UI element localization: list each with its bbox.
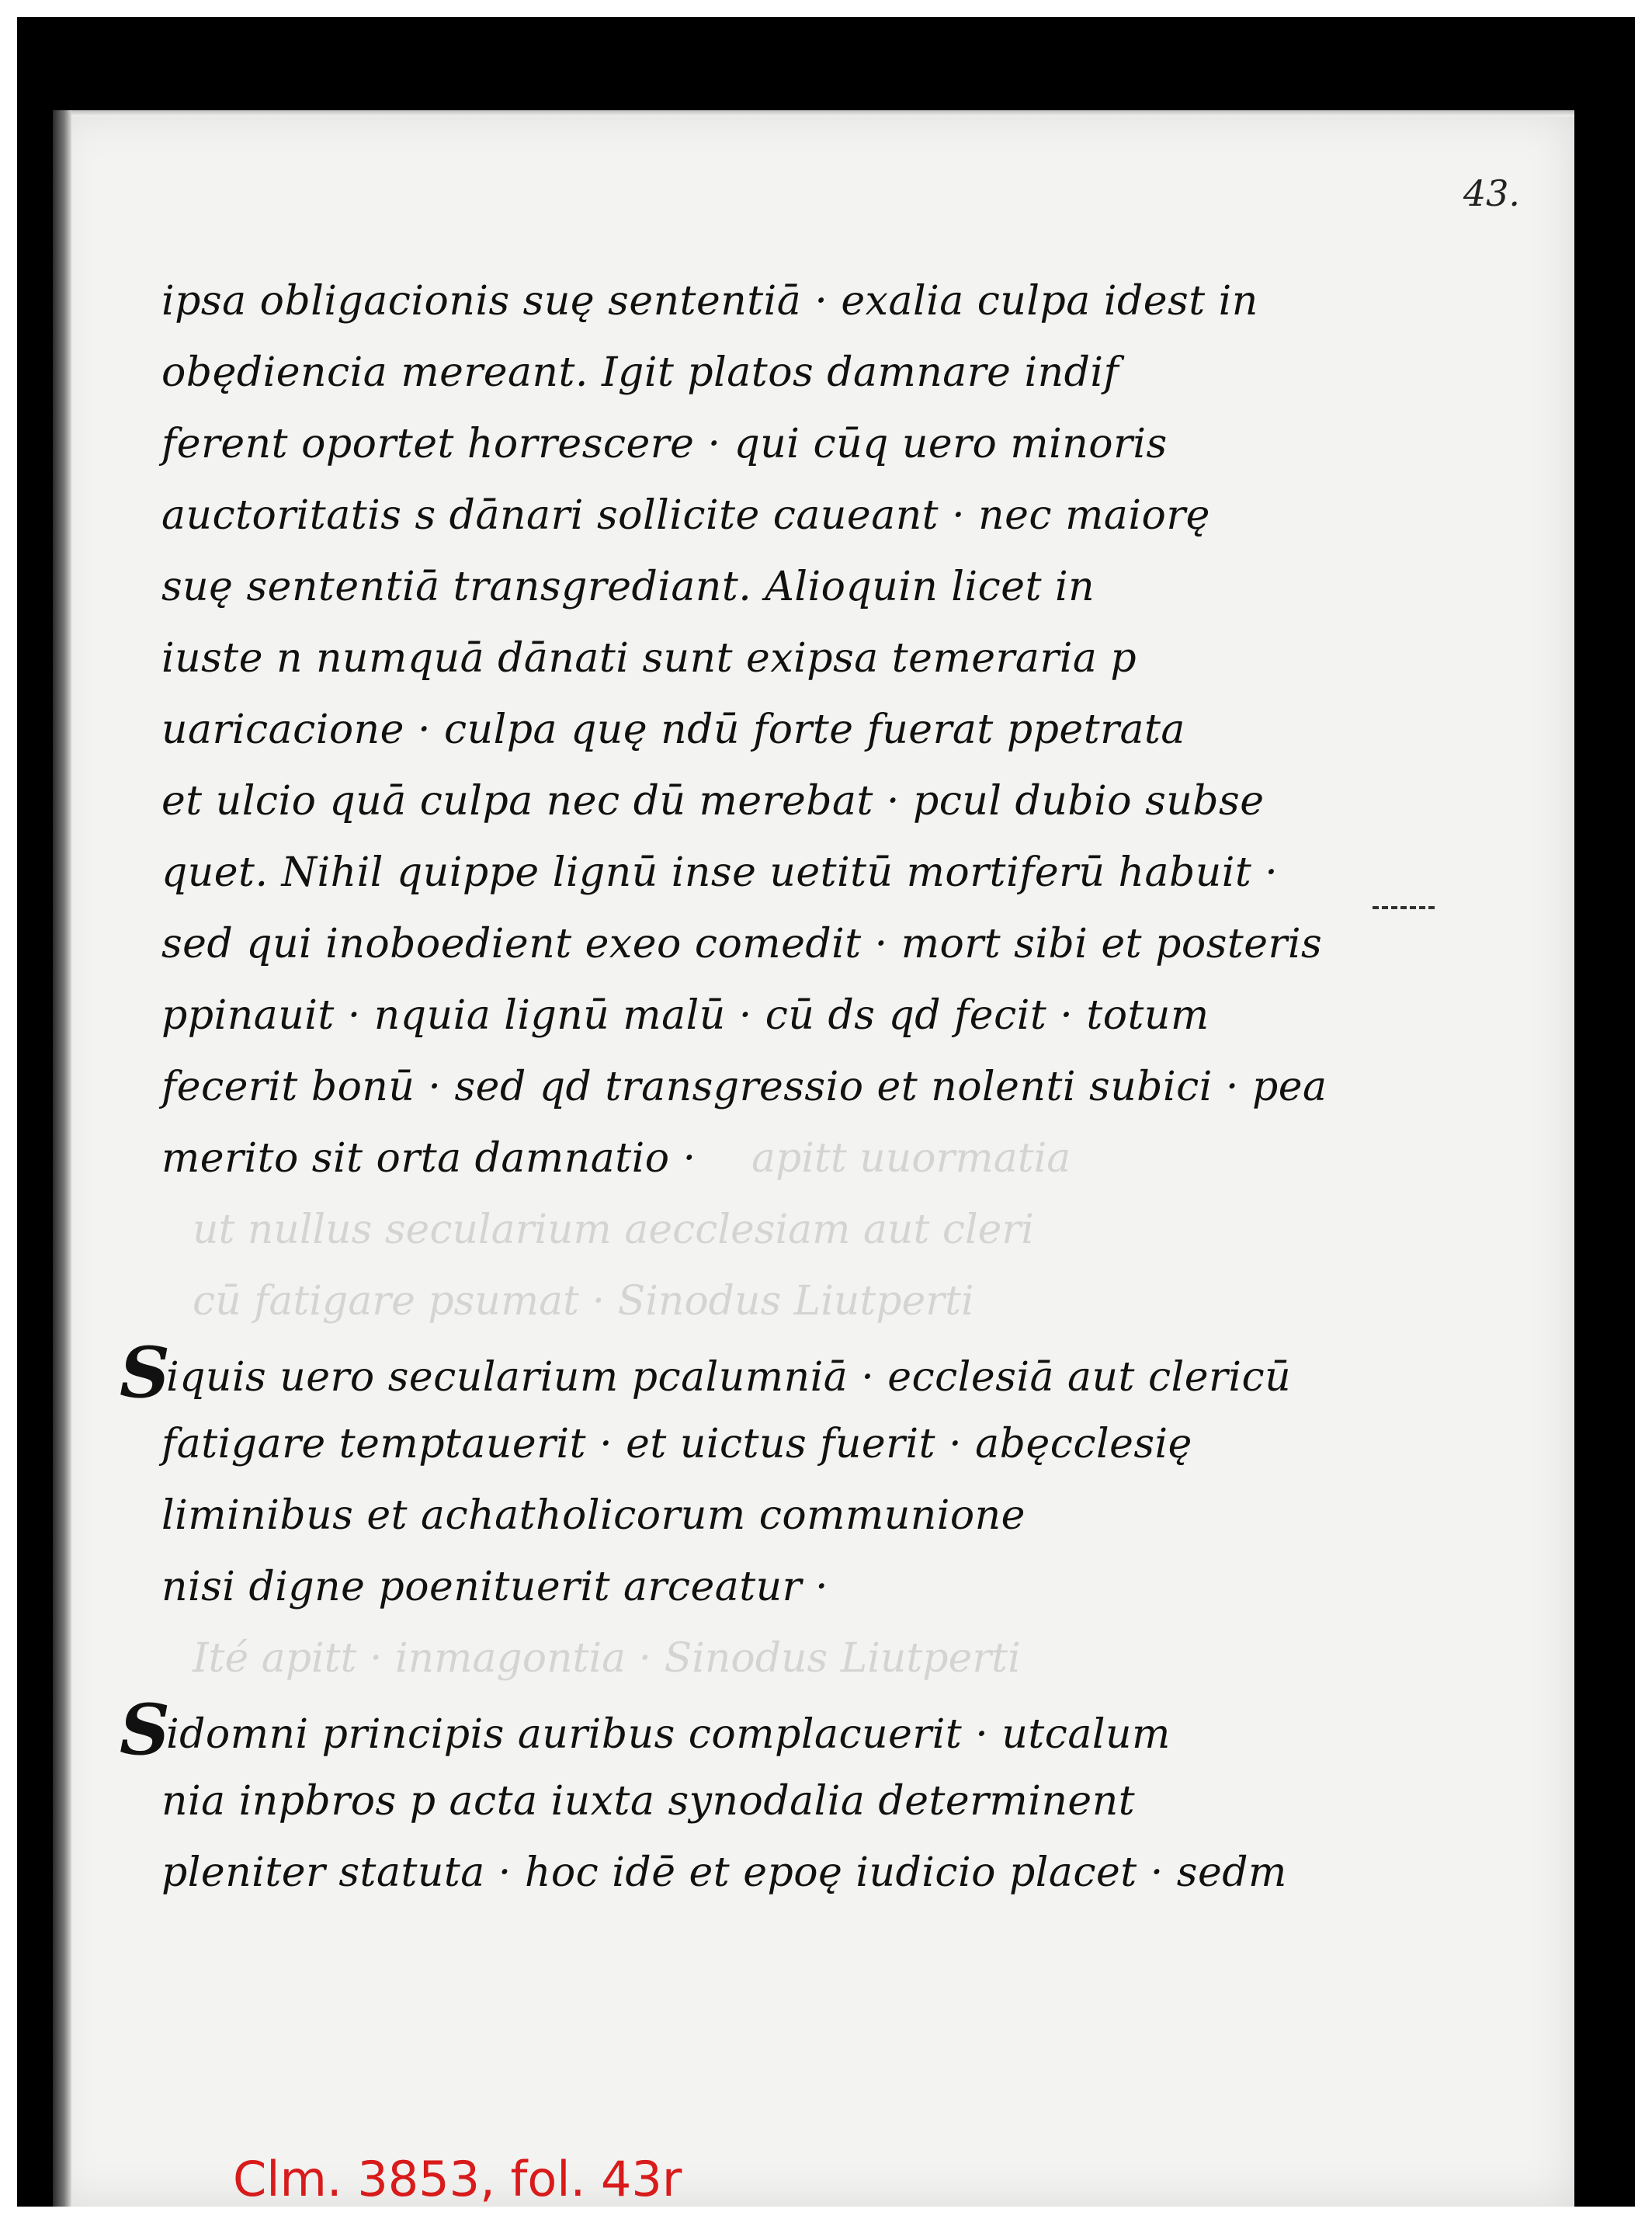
offset-rubric-line: apitt uuormatia xyxy=(751,1135,1071,1182)
text-line: uaricacione · culpa quę ndū forte fuerat ppetrata xyxy=(161,707,1185,753)
main-text-block xyxy=(120,266,1328,1908)
text-line: sed qui inoboedient exeo comedit · mort sibi et posteris xyxy=(161,921,1323,967)
text-line: merito sit orta damnatio · xyxy=(161,1135,696,1182)
photo-frame xyxy=(17,17,1635,2207)
text-line: suę sententiā transgrediant. Alioquin licet in xyxy=(161,564,1095,610)
binding-edge xyxy=(53,110,71,2207)
text-line: ipsa obligacionis suę sententiā · exalia culpa idest in xyxy=(161,278,1258,325)
text-line: liminibus et achatholicorum communione xyxy=(161,1492,1026,1539)
offset-rubric-line: Ité apitt · inmagontia · Sinodus Liutperti xyxy=(193,1635,1021,1682)
page-top-edge xyxy=(71,110,1574,116)
text-line: obędiencia mereant. Igit platos damnare indif xyxy=(161,349,1119,396)
text-line: ppinauit · nquia lignū malū · cū ds qd fecit · totum xyxy=(161,992,1210,1039)
text-line: ferent oportet horrescere · qui cūq uero minoris xyxy=(161,421,1168,467)
text-line: idomni principis auribus complacuerit · utcalum xyxy=(166,1711,1171,1758)
text-line: fecerit bonū · sed qd transgressio et nolenti subici · pea xyxy=(161,1064,1328,1110)
decorated-initial: S xyxy=(120,1332,171,1414)
manuscript-page xyxy=(53,110,1574,2207)
marginal-mark xyxy=(1373,906,1435,914)
catalog-label: Clm. 3853, fol. 43r xyxy=(233,2151,682,2207)
text-line: quet. Nihil quippe lignū inse uetitū mortiferū habuit · xyxy=(161,849,1279,896)
offset-rubric-line: cū fatigare psumat · Sinodus Liutperti xyxy=(193,1278,974,1325)
text-line: pleniter statuta · hoc idē et epoę iudicio placet · sedm xyxy=(161,1849,1287,1896)
text-line: nia inpbros p acta iuxta synodalia determinent xyxy=(161,1778,1136,1825)
section-2-first-line xyxy=(120,1689,1279,1771)
section-1-first-line xyxy=(120,1332,1292,1414)
text-line: iuste n numquā dānati sunt exipsa temeraria p xyxy=(161,635,1137,682)
text-line: nisi digne poenituerit arceatur · xyxy=(161,1564,829,1610)
folio-number: 43. xyxy=(1463,172,1520,214)
decorated-initial: S xyxy=(120,1689,171,1771)
offset-rubric-line: ut nullus secularium aecclesiam aut cleri xyxy=(193,1207,1034,1253)
text-line: iquis uero secularium pcalumniā · ecclesiā aut clericū xyxy=(166,1354,1292,1401)
text-line: et ulcio quā culpa nec dū merebat · pcul dubio subse xyxy=(161,778,1265,825)
text-line: fatigare temptauerit · et uictus fuerit · abęcclesię xyxy=(161,1421,1192,1467)
text-line: auctoritatis s dānari sollicite caueant · nec maiorę xyxy=(161,492,1210,539)
